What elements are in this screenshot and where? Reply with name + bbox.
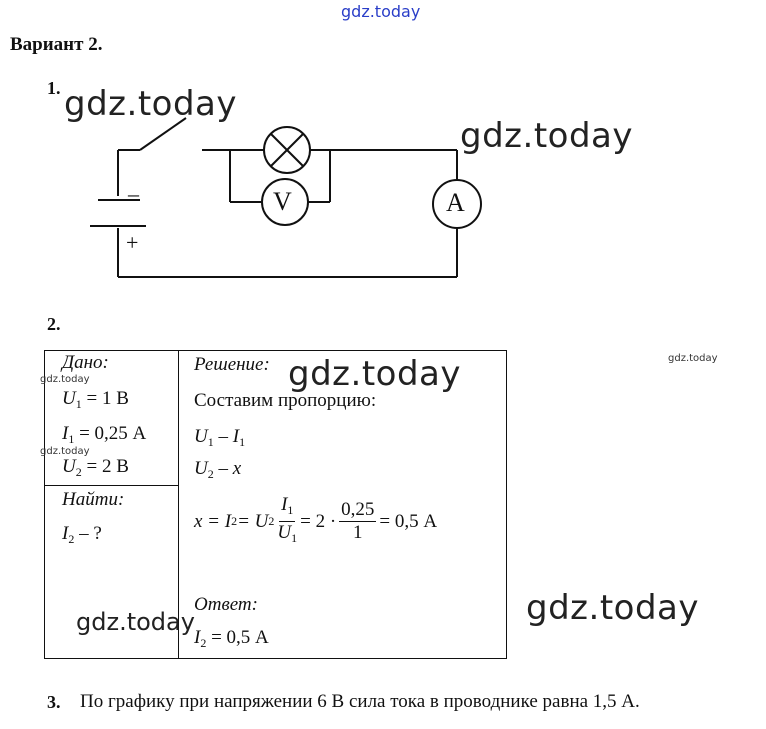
answer-header: Ответ: — [194, 594, 258, 615]
solution-text: Составим пропорцию: — [194, 390, 377, 411]
solution-header: Решение: — [194, 354, 270, 375]
voltmeter-label: V — [273, 187, 292, 216]
watermark-table-center: gdz.today — [288, 354, 461, 394]
find-i2: $I_2$ – ? — [62, 523, 102, 546]
switch-lever — [140, 118, 186, 150]
solution-equation: x = I 2 = U 2 $\frac{I_1}{U_1}$ = 2 · $\frac{0,25}{1}$ = 0,5 А — [194, 494, 437, 549]
task2-number: 2. — [47, 314, 61, 334]
battery-plus: + — [126, 230, 139, 255]
fraction-i1-u1: $\frac{I_1}{U_1}$ — [277, 494, 298, 545]
watermark-bottom-right: gdz.today — [526, 588, 699, 628]
page-title: Вариант 2. — [10, 34, 103, 55]
watermark-table-small-2: gdz.today — [40, 446, 90, 457]
watermark-bottom-left: gdz.today — [76, 608, 195, 636]
watermark-top: gdz.today — [341, 2, 421, 21]
given-u1: $U_1 = 1$ В — [62, 388, 129, 411]
proportion-line-2: $U_2$ – x — [194, 458, 242, 481]
ammeter-label: A — [446, 188, 465, 217]
fraction-values: $\frac{0,25}{1}$ — [341, 499, 375, 543]
task3-number: 3. — [47, 692, 61, 712]
answer-value: $I_2 = 0,5$ А — [194, 627, 269, 650]
given-i1: $I_1 = 0,25$ А — [62, 423, 147, 446]
task1-number: 1. — [47, 78, 61, 98]
battery-minus: – — [128, 181, 139, 206]
watermark-table-small-1: gdz.today — [40, 374, 90, 385]
task3-text: По графику при напряжении 6 В сила тока в проводнике равна 1,5 А. — [80, 691, 640, 712]
watermark-side-small: gdz.today — [668, 353, 718, 364]
given-u2: $U_2 = 2$ В — [62, 456, 129, 479]
watermark-circuit-left: gdz.today — [64, 84, 237, 124]
proportion-line-1: $U_1 - I_1$ — [194, 426, 246, 449]
find-header: Найти: — [62, 489, 125, 510]
given-header: Дано: — [62, 352, 109, 373]
circuit-diagram — [0, 0, 766, 300]
watermark-circuit-right: gdz.today — [460, 116, 633, 156]
